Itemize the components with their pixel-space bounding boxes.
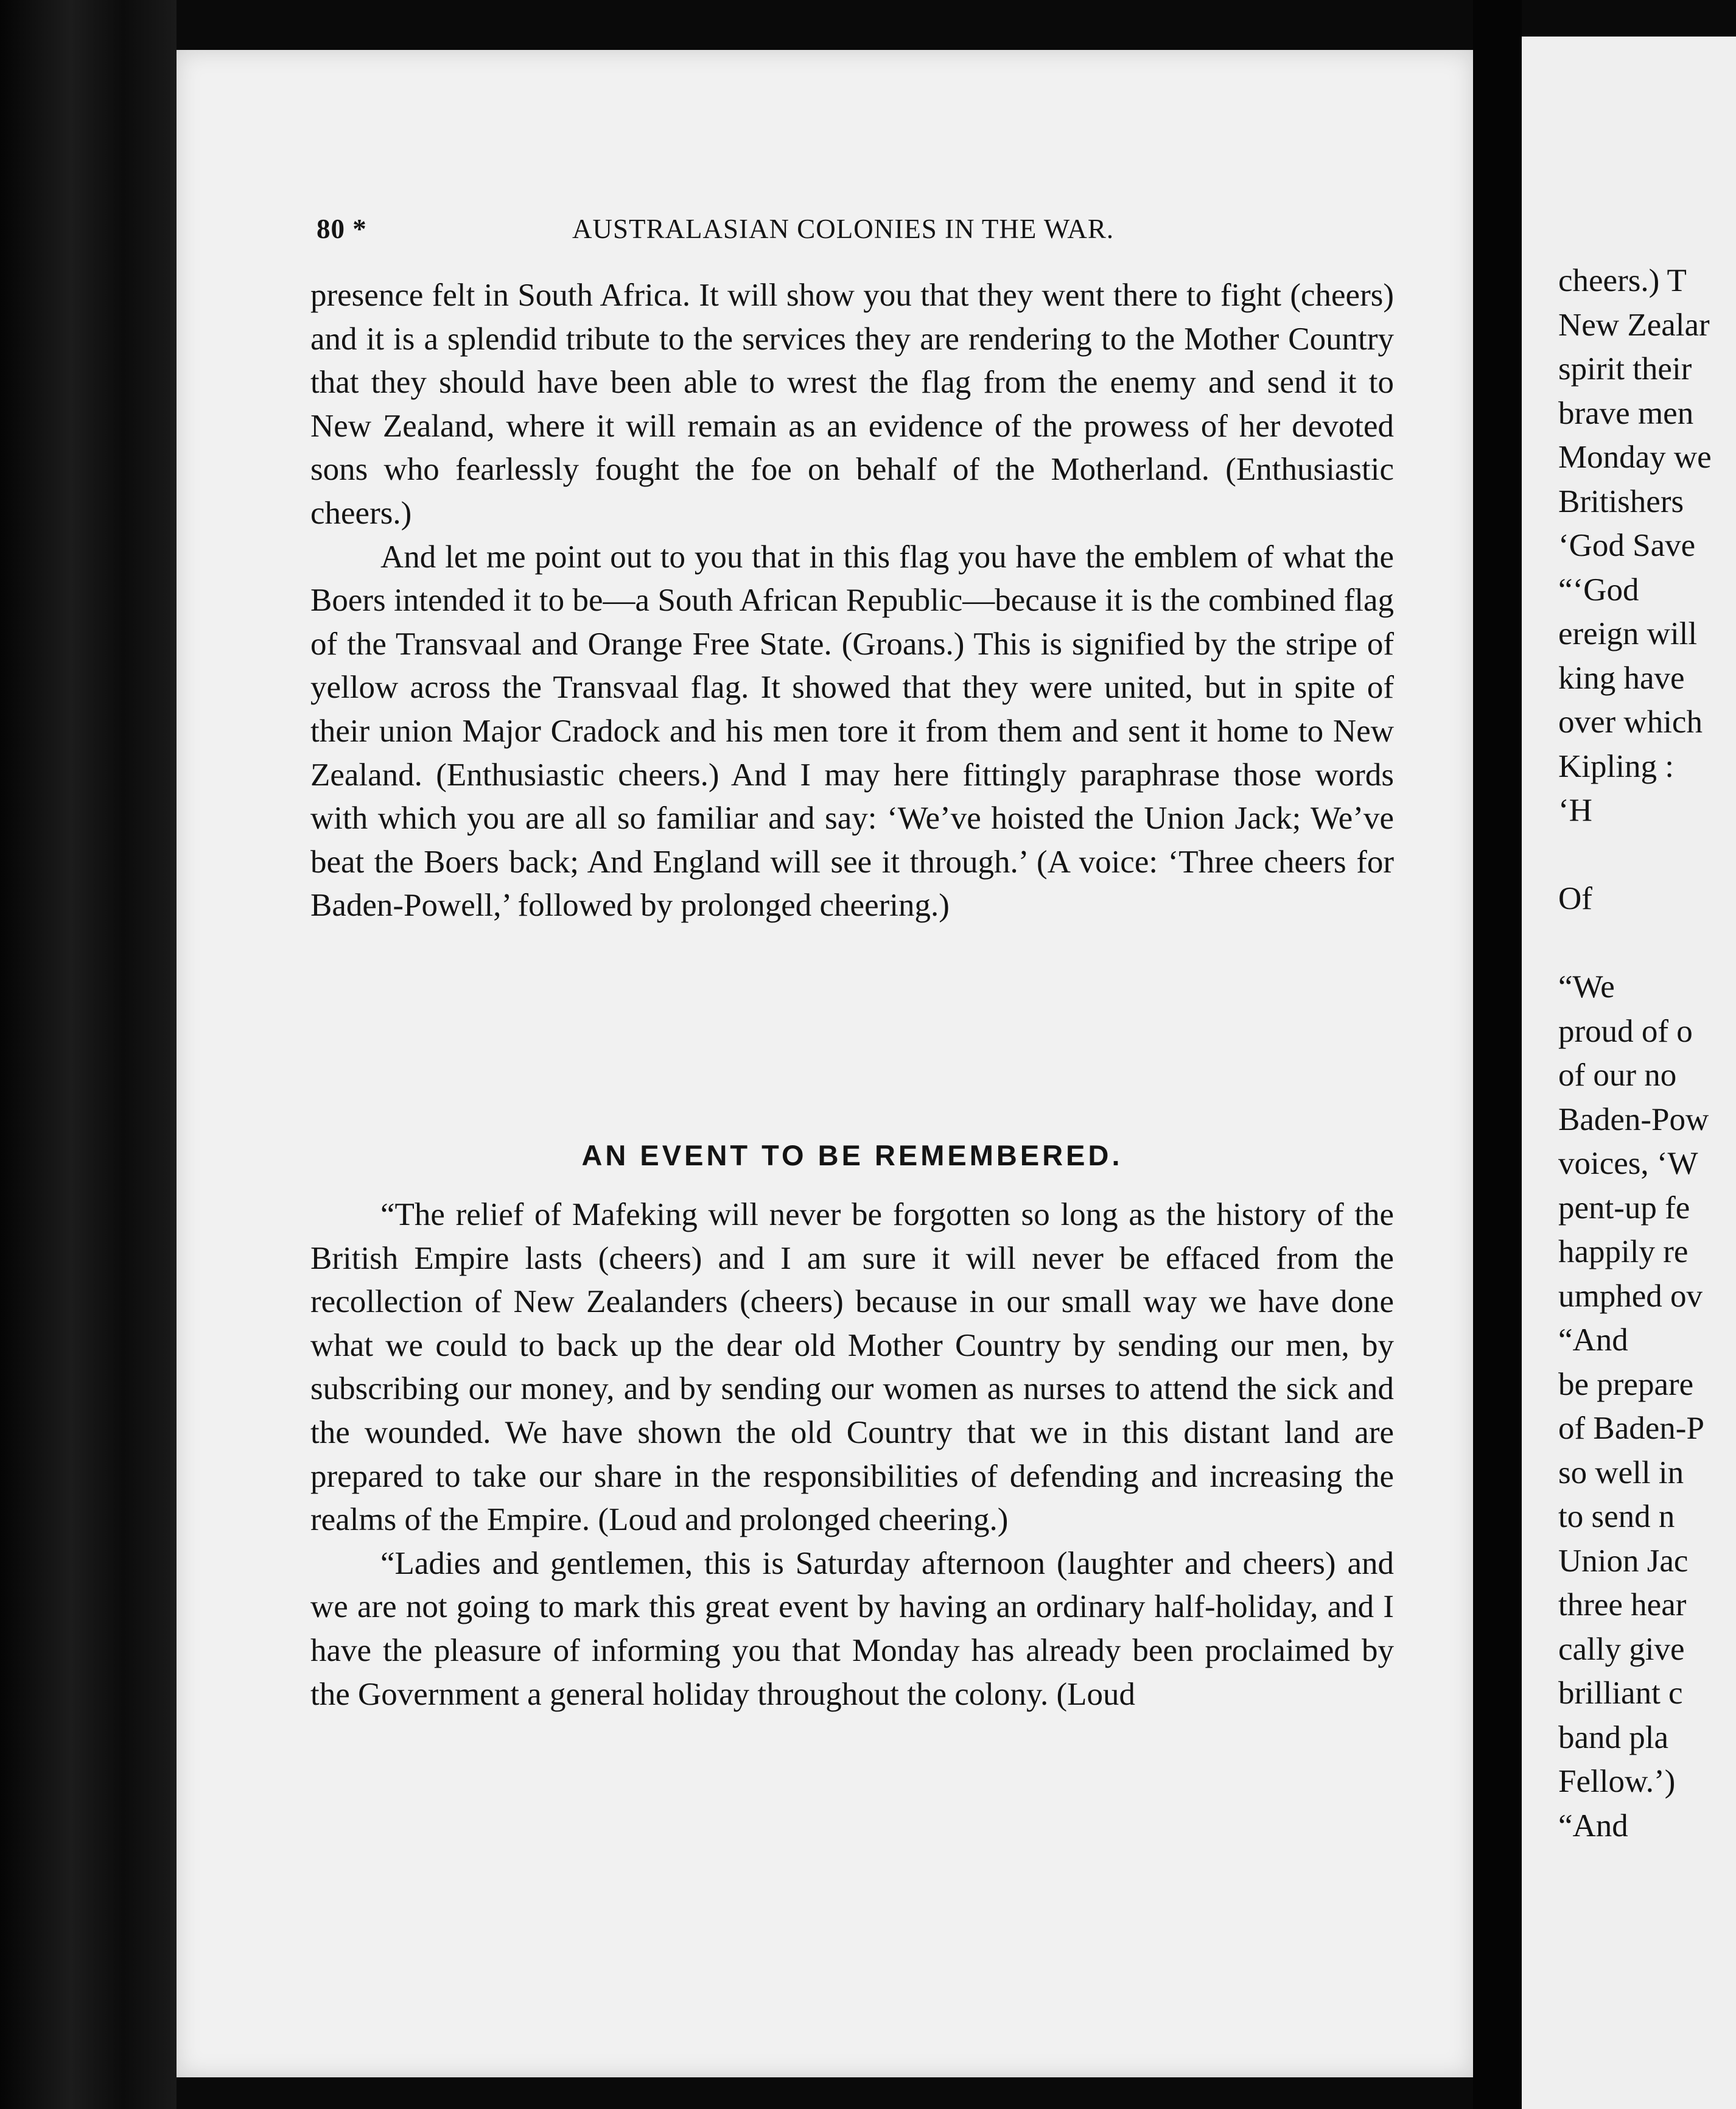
section-heading: AN EVENT TO BE REMEMBERED. bbox=[581, 1139, 1123, 1171]
facing-page-text bbox=[1558, 259, 1736, 1848]
facing-page-line: to send n bbox=[1558, 1499, 1675, 1534]
paragraph-4: “Ladies and gentlemen, this is Saturday afternoon (laughter and cheers) and we are not going to mark this great event by having an ordinary half-holiday, and I have the pleasure of informing you that Monday has already been proclaimed by the Government a general holiday throughout the colony. (Loud bbox=[310, 1545, 1394, 1712]
facing-page-line: three hear bbox=[1558, 1587, 1687, 1623]
facing-page-line: Fellow.’) bbox=[1558, 1764, 1676, 1799]
facing-page-line: cally give bbox=[1558, 1631, 1685, 1667]
facing-page-line: king have bbox=[1558, 660, 1685, 696]
left-binding-edge bbox=[0, 0, 177, 2109]
page-number-value: 80 bbox=[317, 214, 345, 244]
facing-page-line: “‘God bbox=[1558, 572, 1639, 608]
page-marker: * bbox=[352, 214, 367, 244]
facing-page-line: be prepare bbox=[1558, 1366, 1694, 1402]
facing-page-line bbox=[1558, 921, 1736, 966]
facing-page-line: over which bbox=[1558, 704, 1703, 740]
facing-page-line: ereign will bbox=[1558, 616, 1698, 651]
facing-page-line: of our no bbox=[1558, 1058, 1677, 1093]
facing-page-line: of Baden-P bbox=[1558, 1411, 1704, 1446]
facing-page-line: ‘H bbox=[1558, 793, 1592, 828]
text-block-bottom bbox=[310, 1193, 1394, 1716]
facing-page-line: so well in bbox=[1558, 1455, 1684, 1490]
facing-page-line: Britishers bbox=[1558, 483, 1684, 519]
facing-page-line: pent-up fe bbox=[1558, 1190, 1690, 1226]
facing-page-line: brilliant c bbox=[1558, 1676, 1683, 1711]
page-header bbox=[317, 213, 1217, 250]
facing-page-line: brave men bbox=[1558, 395, 1694, 431]
book-gutter bbox=[1473, 0, 1522, 2109]
paragraph-2: And let me point out to you that in this flag you have the emblem of what the Boers intended it to be—a South African Republic—because it is the combined flag of the Transvaal and Orange Free State. (Groans.) This is signified by the stripe of yellow across the Transvaal flag. It showed that they were united, but in spite of their union Major Cradock and his men tore it from them and sent it home to New Zealand. (Enthusiastic cheers.) And I may here fittingly paraphrase those words with which you are all so familiar and say: ‘We’ve hoisted the Union Jack; We’ve beat the Boers back; And England will see it through.’ (A voice: ‘Three cheers for Baden-Powell,’ followed by prolonged cheering.) bbox=[310, 539, 1394, 924]
page-number bbox=[317, 213, 367, 245]
facing-page-line: “And bbox=[1558, 1322, 1628, 1358]
facing-page-line: “And bbox=[1558, 1808, 1628, 1844]
facing-page-line: Union Jac bbox=[1558, 1543, 1689, 1579]
facing-page-line: Kipling : bbox=[1558, 748, 1674, 784]
facing-page-line: ‘God Save bbox=[1558, 528, 1696, 563]
facing-page-line: cheers.) T bbox=[1558, 263, 1687, 298]
facing-page-line: band pla bbox=[1558, 1719, 1669, 1755]
paragraph-1: presence felt in South Africa. It will show you that they went there to fight (cheers) and it is a splendid tribute to the services they are rendering to the Mother Country that they should have been able to wrest the flag from the enemy and send it to New Zealand, where it will remain as an evidence of the prowess of her devoted sons who fearlessly fought the foe on behalf of the Motherland. (Enthusiastic cheers.) bbox=[310, 278, 1394, 531]
facing-page-line bbox=[1558, 833, 1736, 877]
paragraph-3: “The relief of Mafeking will never be forgotten so long as the history of the British Empire lasts (cheers) and I am sure it will never be effaced from the recollection of New Zealanders (cheers) because in our small way we have done what we could to back up the dear old Mother Country by sending our men, by subscribing our money, and by sending our women as nurses to attend the sick and the wounded. We have shown the old Country that we in this distant land are prepared to take our share in the responsibilities of defending and increasing the realms of the Empire. (Loud and prolonged cheering.) bbox=[310, 1197, 1394, 1538]
facing-page-line: Of bbox=[1558, 881, 1592, 916]
facing-page-line: New Zealar bbox=[1558, 307, 1710, 343]
facing-page-line: Monday we bbox=[1558, 440, 1712, 475]
facing-page-line: Baden-Pow bbox=[1558, 1101, 1709, 1137]
text-block-top bbox=[310, 274, 1394, 928]
facing-page-line: voices, ‘W bbox=[1558, 1146, 1698, 1181]
facing-page-line: umphed ov bbox=[1558, 1278, 1703, 1314]
facing-page-line: “We bbox=[1558, 969, 1615, 1005]
facing-page-line: spirit their bbox=[1558, 351, 1692, 387]
facing-page-line: proud of o bbox=[1558, 1013, 1693, 1049]
running-head: AUSTRALASIAN COLONIES IN THE WAR. bbox=[572, 214, 1115, 244]
facing-page-line: happily re bbox=[1558, 1234, 1689, 1269]
